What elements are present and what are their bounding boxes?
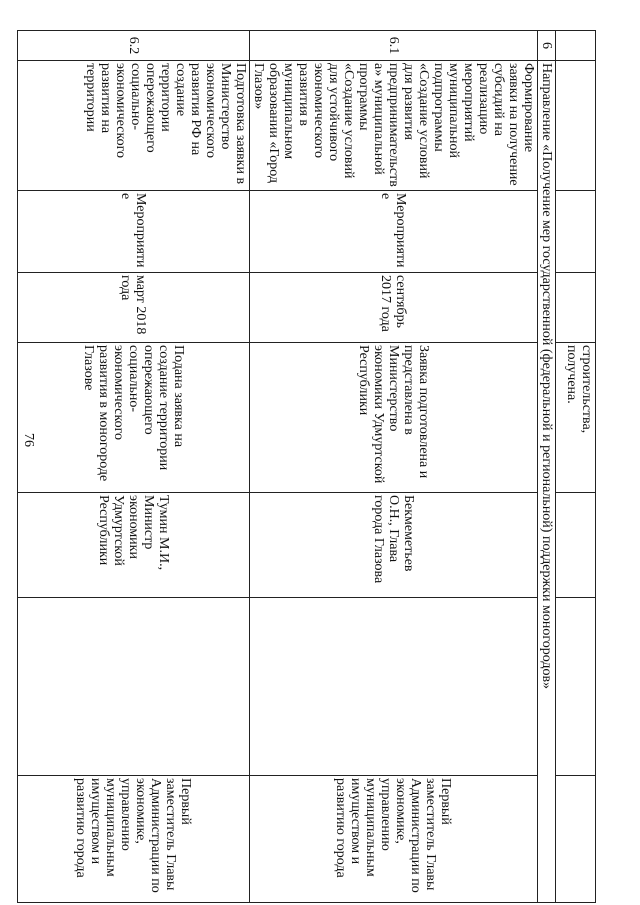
table-row — [18, 31, 250, 903]
plan-table — [17, 30, 596, 903]
row-type: Мероприятие — [250, 191, 538, 273]
cell-empty — [556, 61, 596, 191]
rotated-page — [73, 30, 596, 902]
table-row — [250, 31, 538, 903]
row-executor: Бекмеметьев О.Н., Глава города Глазова — [250, 493, 538, 598]
row-number: 6.2 — [18, 31, 250, 61]
cell-empty — [556, 273, 596, 343]
page-number: 76 — [21, 433, 36, 447]
row-result: Заявка подготовлена и представлена в Министерство экономики Удмуртской Республики — [250, 343, 538, 493]
cell-empty — [556, 31, 596, 61]
row-type: Мероприятие — [18, 191, 250, 273]
cell-empty — [556, 493, 596, 598]
cell-result: строительства, получена. — [556, 343, 596, 493]
row-empty-cell — [250, 598, 538, 776]
row-name: Формирование заявки на получение субсидий на реализацию мероприятий муниципальной подпрограммы «Создание условий для развития предпринимательства» муниципальной программы «Создание условий для устойчивого экономического развития в муниципальном образовании «Город Глазов» — [250, 61, 538, 191]
cell-empty — [556, 191, 596, 273]
row-result: Подана заявка на создание территории опережающего социально-экономического развития в моногороде Глазове — [18, 343, 250, 493]
row-responsible: Первый заместитель Главы Администрации по экономике, управлению муниципальным имуществом и развитию города — [250, 776, 538, 903]
row-responsible: Первый заместитель Главы Администрации по экономике, управлению муниципальным имуществом и развитию города — [18, 776, 250, 903]
row-name: Подготовка заявки в Министерство экономического развития РФ на создание территории опережающего социально-экономического развития на территории — [18, 61, 250, 191]
section-title: Направление «Получение мер государственной (федеральной и региональной) поддержки моногородов» — [538, 61, 556, 903]
row-date: сентябрь 2017 года — [250, 273, 538, 343]
section-number: 6 — [538, 31, 556, 61]
row-empty-cell — [18, 598, 250, 776]
section-row — [538, 31, 556, 903]
table-row — [556, 31, 596, 903]
cell-empty — [556, 776, 596, 903]
row-number: 6.1 — [250, 31, 538, 61]
row-date: март 2018 года — [18, 273, 250, 343]
cell-empty — [556, 598, 596, 776]
row-executor: Тумин М.И., Министр экономики Удмуртской Республики — [18, 493, 250, 598]
